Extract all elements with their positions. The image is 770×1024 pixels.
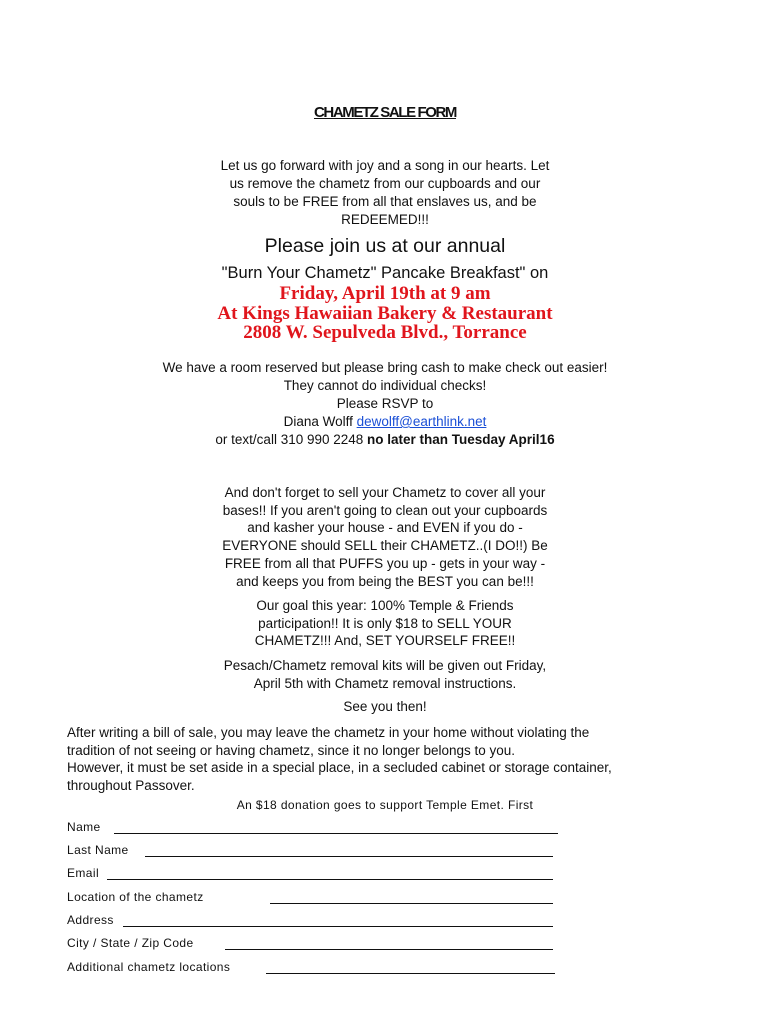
rsvp-line: Please RSVP to: [336, 396, 434, 411]
after-line: throughout Passover.: [67, 777, 195, 793]
additional-locations-field[interactable]: [67, 960, 559, 976]
last-name-field[interactable]: [67, 843, 557, 859]
address-label: Address: [67, 913, 114, 927]
name-line[interactable]: [114, 833, 558, 834]
after-line: After writing a bill of sale, you may leave the chametz in your home without violating the: [67, 725, 590, 740]
event-name: "Burn Your Chametz" Pancake Breakfast" on: [221, 264, 549, 282]
additional-locations-line[interactable]: [266, 973, 555, 974]
kits-line: April 5th with Chametz removal instructions.: [253, 675, 517, 691]
intro-paragraph: [0, 157, 770, 229]
event-date: Friday, April 19th at 9 am: [279, 283, 491, 304]
rsvp-deadline: no later than Tuesday April16: [367, 432, 555, 447]
location-field[interactable]: [67, 890, 557, 906]
intro-line: us remove the chametz from our cupboards and our: [229, 176, 541, 191]
donation-note: An $18 donation goes to support Temple Emet. First: [236, 798, 534, 812]
email-label: Email: [67, 866, 100, 880]
sell-line: bases!! If you aren't going to clean out your cupboards: [222, 502, 548, 518]
location-label: Location of the chametz: [67, 890, 204, 904]
goal-line: Our goal this year: 100% Temple & Friends: [256, 598, 514, 613]
intro-line: Let us go forward with joy and a song in our hearts. Let: [220, 158, 550, 173]
sell-line: EVERYONE should SELL their CHAMETZ..(I DO!!) Be: [222, 538, 548, 554]
see-you-text: See you then!: [343, 699, 427, 714]
location-line[interactable]: [270, 903, 553, 904]
sell-line: And don't forget to sell your Chametz to cover all your: [224, 485, 546, 500]
email-field[interactable]: [67, 866, 557, 882]
invite-headline: Please join us at our annual: [264, 235, 506, 257]
city-state-zip-label: City / State / Zip Code: [67, 936, 194, 950]
event-venue: At Kings Hawaiian Bakery & Restaurant: [217, 302, 553, 324]
event-address: 2808 W. Sepulveda Blvd., Torrance: [243, 322, 527, 343]
rsvp-line: We have a room reserved but please bring cash to make check out easier!: [162, 360, 608, 375]
rsvp-block: [0, 359, 770, 449]
contact-name: Diana Wolff: [283, 414, 357, 429]
after-line: tradition of not seeing or having chametz, since it no longer belongs to you.: [67, 742, 516, 758]
name-field[interactable]: [67, 820, 562, 836]
name-label: Name: [67, 820, 101, 834]
rsvp-line: They cannot do individual checks!: [283, 378, 487, 393]
address-line[interactable]: [123, 926, 553, 927]
phone-text: or text/call 310 990 2248: [215, 432, 368, 447]
intro-line: REDEEMED!!!: [341, 212, 429, 227]
kits-line: Pesach/Chametz removal kits will be given out Friday,: [223, 658, 547, 673]
intro-line: souls to be FREE from all that enslaves us, and be: [233, 194, 537, 209]
email-line[interactable]: [107, 879, 553, 880]
last-name-line[interactable]: [145, 856, 553, 857]
sell-line: FREE from all that PUFFS you up - gets in your way -: [224, 555, 546, 571]
sell-line: and kasher your house - and EVEN if you do -: [247, 520, 523, 536]
sell-paragraph: [0, 484, 770, 590]
address-field[interactable]: [67, 913, 557, 929]
event-details: [0, 284, 770, 343]
city-state-zip-line[interactable]: [225, 949, 553, 950]
goal-line: CHAMETZ!!! And, SET YOURSELF FREE!!: [254, 633, 516, 649]
email-link[interactable]: dewolff@earthlink.net: [356, 414, 487, 429]
last-name-label: Last Name: [67, 843, 129, 857]
kits-paragraph: [0, 657, 770, 692]
rsvp-contact: [0, 413, 770, 431]
rsvp-phone: [0, 431, 770, 449]
city-state-zip-field[interactable]: [67, 936, 557, 952]
form-title: CHAMETZ SALE FORM: [313, 104, 457, 121]
goal-line: participation!! It is only $18 to SELL YOUR: [258, 615, 512, 631]
bill-of-sale-paragraph: [67, 724, 707, 794]
after-line: However, it must be set aside in a special place, in a secluded cabinet or storage container,: [67, 760, 612, 776]
goal-paragraph: [0, 597, 770, 650]
sell-line: and keeps you from being the BEST you can be!!!: [236, 573, 534, 589]
additional-locations-label: Additional chametz locations: [67, 960, 231, 974]
